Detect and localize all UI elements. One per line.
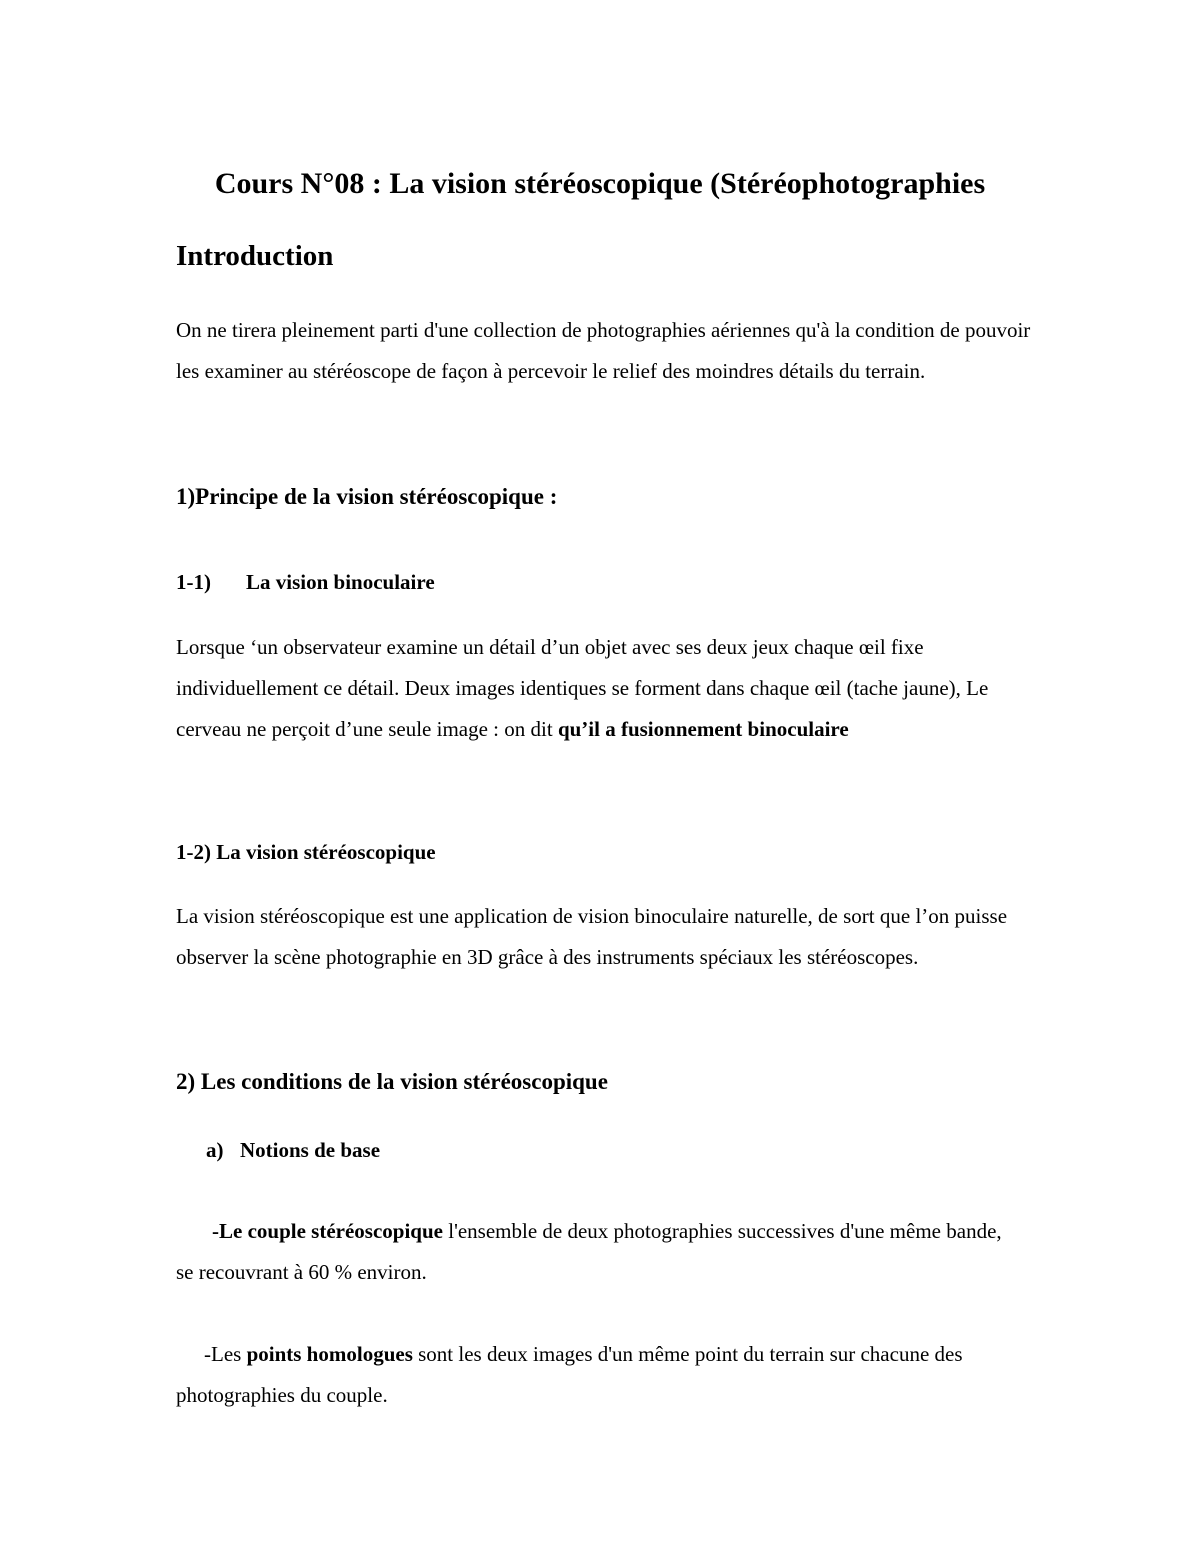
term-homologous-points: points homologues xyxy=(246,1342,413,1366)
paragraph-text: Lorsque ‘un observateur examine un détail d’un objet avec ses deux jeux chaque œil fixe individuellement ce détail. Deux images identiques se forment dans chaque œil (tache jaune), Le cerveau ne perçoit d’une seule image : on dit xyxy=(176,635,989,741)
subsection-number: a) xyxy=(206,1138,224,1162)
subsection-title: La vision binoculaire xyxy=(246,570,435,594)
definition-text: l'ensemble de deux photographies successives d'une même bande, se recouvrant à 60 % environ. xyxy=(176,1219,1002,1284)
paragraph-emphasis: qu’il a fusionnement binoculaire xyxy=(557,717,849,741)
definition-text: sont les deux images d'un même point du terrain sur chacune des photographies du couple. xyxy=(176,1342,963,1407)
paragraph-stereo-pair xyxy=(176,1211,1006,1293)
term-stereo-pair: -Le couple stéréoscopique xyxy=(212,1219,443,1243)
paragraph-homologous-points xyxy=(176,1334,1036,1416)
heading-subsection-1-1 xyxy=(176,567,435,597)
paragraph-stereoscopic-vision: La vision stéréoscopique est une application de vision binoculaire naturelle, de sort que l’on puisse observer la scène photographie en 3D grâce à des instruments spéciaux les stéréoscopes. xyxy=(176,904,1008,969)
subsection-number: 1-1) xyxy=(176,570,211,594)
heading-section-2: 2) Les conditions de la vision stéréoscopique xyxy=(176,1069,608,1094)
definition-prefix: -Les xyxy=(204,1342,247,1366)
heading-subsection-a xyxy=(206,1135,380,1165)
document-title: Cours N°08 : La vision stéréoscopique (Stéréophotographies xyxy=(214,167,986,200)
paragraph-binocular-vision xyxy=(176,627,1026,750)
subsection-title: Notions de base xyxy=(240,1138,381,1162)
heading-subsection-1-2: 1-2) La vision stéréoscopique xyxy=(176,840,436,864)
paragraph-introduction: On ne tirera pleinement parti d'une collection de photographies aériennes qu'à la condition de pouvoir les examiner au stéréoscope de façon à percevoir le relief des moindres détails du terrain. xyxy=(176,318,1031,383)
heading-introduction: Introduction xyxy=(176,240,334,272)
heading-section-1: 1)Principe de la vision stéréoscopique : xyxy=(176,484,558,509)
